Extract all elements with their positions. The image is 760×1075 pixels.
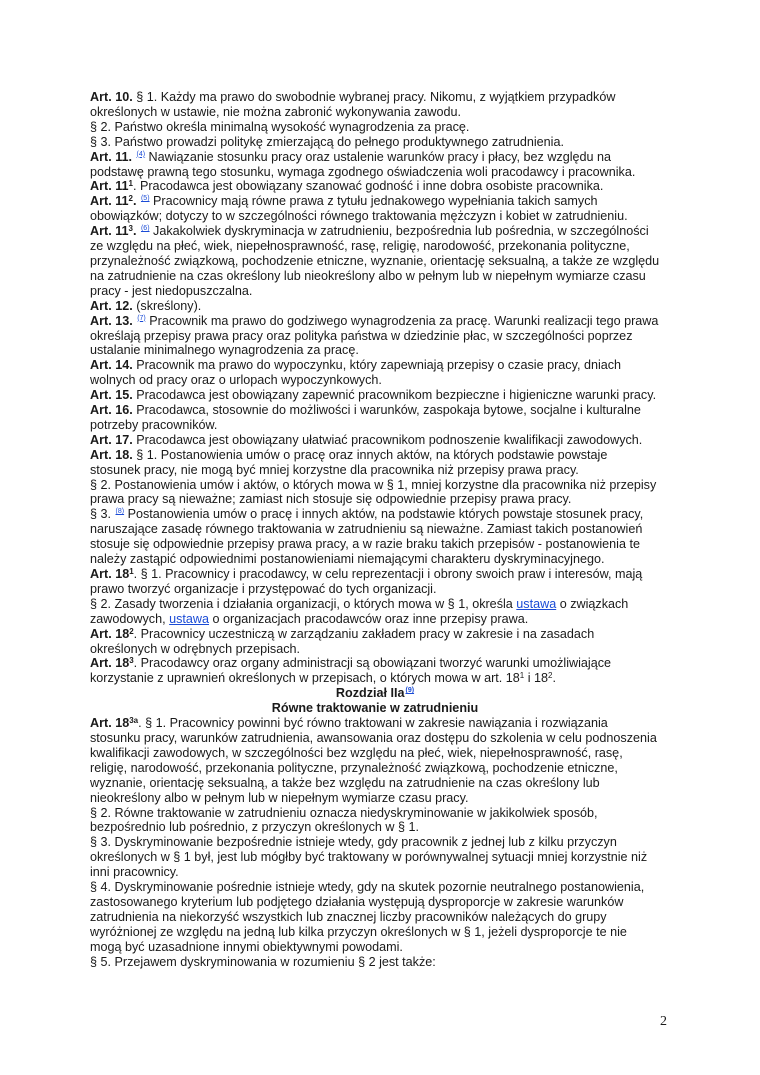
art15: Art. 15. Pracodawca jest obowiązany zapewnić pracownikom bezpieczne i higieniczne warunki pracy. [90,388,657,403]
art14: Art. 14. Pracownik ma prawo do wypoczynku, który zapewniają przepisy o czasie pracy, dniach wolnych od pracy oraz o urlopach wypoczynkowych. [90,358,622,388]
footnote-link-7[interactable]: (7) [137,314,146,322]
art10-label: Art. 10. [90,90,133,104]
document-page [90,90,660,969]
art18-par2: § 2. Postanowienia umów i aktów, o których mowa w § 1, mniej korzystne dla pracownika niż przepisy prawa pracy są nieważne; zamiast nich stosuje się odpowiednie przepisy prawa pracy. [90,477,657,507]
art11-1: Art. $11^1$. Pracodawca jest obowiązany szanować godność i inne dobra osobiste pracownika. [90,179,604,194]
chapter-subtitle: Równe traktowanie w zatrudnieniu [271,701,479,716]
art13: Art. 13. $^{(7)}$ Pracownik ma prawo do godziwego wynagrodzenia za pracę. Warunki realizacji tego prawa określają przepisy prawa pracy oraz polityka państwa w dziedzinie płac, w szczególności poprzez ustalanie minimalnego wynagrodzenia za pracę. [90,313,659,358]
footnote-link-9[interactable]: (9) [405,687,415,695]
art18-3a-par5: § 5. Przejawem dyskryminowania w rozumieniu § 2 jest także: [90,954,436,969]
art18-1-par1: Art. $18^1$. § 1. Pracownicy i pracodawcy, w celu reprezentacji i obrony swoich praw i interesów, mają prawo tworzyć organizacje i przystępować do tych organizacji. [90,567,643,596]
art12: Art. 12. (skreślony). [90,298,202,313]
art18-3a-par3: § 3. Dyskryminowanie bezpośrednie istnieje wtedy, gdy pracownik z jednej lub z kilku przyczyn określonych w § 1 był, jest lub mógłby być traktowany w porównywalnej sytuacji mniej korzystnie niż inni pracownicy. [90,835,648,880]
art16: Art. 16. Pracodawca, stosownie do możliwości i warunków, zaspokaja bytowe, socjalne i kulturalne potrzeby pracowników. [90,403,641,432]
art18-par3: § 3. $^{(8)}$ Postanowienia umów o pracę i innych aktów, na podstawie których powstaje stosunek pracy, naruszające zasadę równego traktowania w zatrudnieniu są nieważne. Zamiast takich postanowień stosuje się odpowiednie przepisy prawa pracy, a w razie braku takich przepisów - postanowienia te należy zastąpić odpowiednimi postanowieniami niemającymi charakteru dyskryminacyjnego. [90,507,644,567]
ustawa-link-trade-unions[interactable]: ustawa [516,596,557,611]
art18-1-par2: § 2. Zasady tworzenia i działania organizacji, o których mowa w § 1, określa ustawa o związkach zawodowych, ustawa o organizacjach pracodawców oraz inne przepisy prawa. [90,596,629,626]
art17: Art. 17. Pracodawca jest obowiązany ułatwiać pracownikom podnoszenie kwalifikacji zawodowych. [90,432,643,447]
art10-par3: § 3. Państwo prowadzi politykę zmierzającą do pełnego produktywnego zatrudnienia. [90,134,564,149]
art18-3a-par4: § 4. Dyskryminowanie pośrednie istnieje wtedy, gdy na skutek pozornie neutralnego postanowienia, zastosowanego kryterium lub podjętego działania występują dysproporcje w zakresie warunków zatrudnienia na niekorzyść wszystkich lub znacznej liczby pracowników należących do grupy wyróżnionej ze względu na jedną lub kilka przyczyn określonych w § 1, jeżeli dysproporcje te nie mogą być uzasadnione innymi obiektywnymi powodami. [90,880,645,954]
chapter-title: Rozdział IIa$^{(9)}$ [335,686,415,701]
art18-3a-par1: Art. $18^{3a}$. § 1. Pracownicy powinni być równo traktowani w zakresie nawiązania i rozwiązania stosunku pracy, warunków zatrudnienia, awansowania oraz dostępu do szkolenia w celu podnoszenia kwalifikacji zawodowych, w szczególności bez względu na płeć, wiek, niepełnosprawność, rasę, religię, narodowość, przekonania polityczne, przynależność związkową, pochodzenie etniczne, wyznanie, orientację seksualną, a także bez względu na zatrudnienie na czas określony lub nieokreślony albo w pełnym lub w niepełnym wymiarze czasu pracy. [90,716,657,805]
page-number: 2 [660,1014,667,1029]
art11-2: Art. $11^2$. $^{(5)}$ Pracownicy mają równe prawa z tytułu jednakowego wypełniania takich samych obowiązków; dotyczy to w szczególności równego traktowania mężczyzn i kobiet w zatrudnieniu. [90,194,628,224]
art11: Art. 11. $^{(4)}$ Nawiązanie stosunku pracy oraz ustalenie warunków pracy i płacy, bez względu na podstawę prawną tego stosunku, wymaga zgodnego oświadczenia woli pracodawcy i pracownika. [90,149,636,179]
art10-par1: Art. 10. § 1. Każdy ma prawo do swobodnie wybranej pracy. Nikomu, z wyjątkiem przypadków określonych w ustawie, nie można zabronić wykonywania zawodu. [90,90,616,119]
footnote-link-5[interactable]: (5) [140,195,150,203]
art10-par2: § 2. Państwo określa minimalną wysokość wynagrodzenia za pracę. [90,119,470,134]
art11-3: Art. $11^3$. $^{(6)}$ Jakakolwiek dyskryminacja w zatrudnieniu, bezpośrednia lub pośrednia, w szczególności ze względu na płeć, wiek, niepełnosprawność, rasę, religię, narodowość, przekonania polityczne, przynależność związkową, pochodzenie etniczne, wyznanie, orientację seksualną, a także ze względu na zatrudnienie na czas określony lub nieokreślony albo w pełnym lub w niepełnym wymiarze czasu pracy - jest niedopuszczalna. [90,224,660,298]
ustawa-link-employers[interactable]: ustawa [169,611,210,626]
footnote-link-4[interactable]: (4) [136,150,146,158]
art18-par1: Art. 18. § 1. Postanowienia umów o pracę oraz innych aktów, na których podstawie powstaje stosunek pracy, nie mogą być mniej korzystne dla pracownika niż przepisy prawa pracy. [90,447,608,477]
art18-3a-par2: § 2. Równe traktowanie w zatrudnieniu oznacza niedyskryminowanie w jakikolwiek sposób, bezpośrednio lub pośrednio, z przyczyn określonych w § 1. [90,805,598,835]
footnote-link-6[interactable]: (6) [140,225,150,233]
footnote-link-8[interactable]: (8) [115,508,125,516]
art18-3: Art. $18^3$. Pracodawcy oraz organy administracji są obowiązani tworzyć warunki umożliwiające korzystanie z uprawnień określonych w przepisach, o których mowa w art. $18^1$ i $18^2$. [90,656,612,686]
art18-2: Art. $18^2$. Pracownicy uczestniczą w zarządzaniu zakładem pracy w zakresie i na zasadach określonych w odrębnych przepisach. [90,626,595,656]
